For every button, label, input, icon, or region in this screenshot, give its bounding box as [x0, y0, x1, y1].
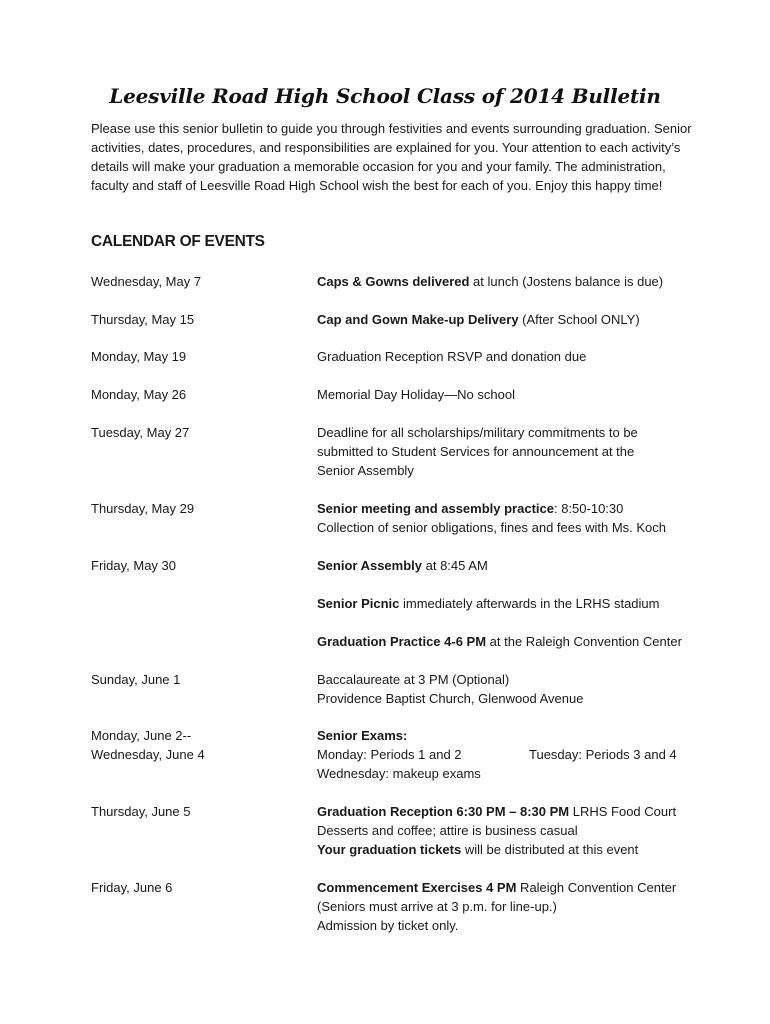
event-description: Deadline for all scholarships/military commitments to be submitted to Student Services for announcement at the Senior Assembly [317, 425, 638, 478]
event-date: Monday, May 19 [91, 349, 187, 364]
event-date: Wednesday, May 7 [91, 274, 202, 289]
event-description: Commencement Exercises 4 PM Raleigh Convention Center (Seniors must arrive at 3 p.m. for line-up.) Admission by ticket only. [317, 880, 677, 933]
intro-paragraph: Please use this senior bulletin to guide you through festivities and events surrounding graduation. Senior activities, dates, procedures, and responsibilities are explained for you. Your attention to each activity’s details will make your graduation a memorable occasion for you and your family. The administration, faculty and staff of Leesville Road High School wish the best for each of you. Enjoy this happy time! [91, 121, 692, 193]
event-description: Baccalaureate at 3 PM (Optional) Providence Baptist Church, Glenwood Avenue [317, 672, 584, 706]
event-description: Senior Exams: Monday: Periods 1 and 2 Tuesday: Periods 3 and 4 Wednesday: makeup exams [317, 728, 677, 781]
event-date: Sunday, June 1 [91, 672, 181, 687]
event-description: Graduation Practice 4-6 PM at the Raleigh Convention Center [317, 634, 682, 649]
event-date: Friday, June 6 [91, 880, 173, 895]
event-date: Monday, May 26 [91, 387, 187, 402]
event-description: Caps & Gowns delivered at lunch (Jostens balance is due) [317, 274, 664, 289]
calendar-heading: CALENDAR OF EVENTS [91, 233, 265, 250]
bulletin-title: Leesville Road High School Class of 2014 Bulletin [109, 84, 661, 108]
event-date: Friday, May 30 [91, 558, 177, 573]
event-description: Senior Picnic immediately afterwards in the LRHS stadium [317, 596, 660, 611]
event-description: Senior Assembly at 8:45 AM [317, 558, 488, 573]
event-date: Thursday, June 5 [91, 804, 191, 819]
event-description: Graduation Reception 6:30 PM – 8:30 PM LRHS Food Court Desserts and coffee; attire is business casual Your graduation tickets will be distributed at this event [317, 804, 677, 857]
event-description: Cap and Gown Make-up Delivery (After School ONLY) [317, 312, 640, 327]
event-date: Tuesday, May 27 [91, 425, 190, 440]
event-description: Graduation Reception RSVP and donation due [317, 349, 587, 364]
event-description: Memorial Day Holiday—No school [317, 387, 515, 402]
event-date: Thursday, May 29 [91, 501, 195, 516]
event-description: Senior meeting and assembly practice: 8:50-10:30 Collection of senior obligations, fines and fees with Ms. Koch [317, 501, 667, 535]
event-date: Monday, June 2-- Wednesday, June 4 [91, 728, 205, 762]
event-date: Thursday, May 15 [91, 312, 195, 327]
